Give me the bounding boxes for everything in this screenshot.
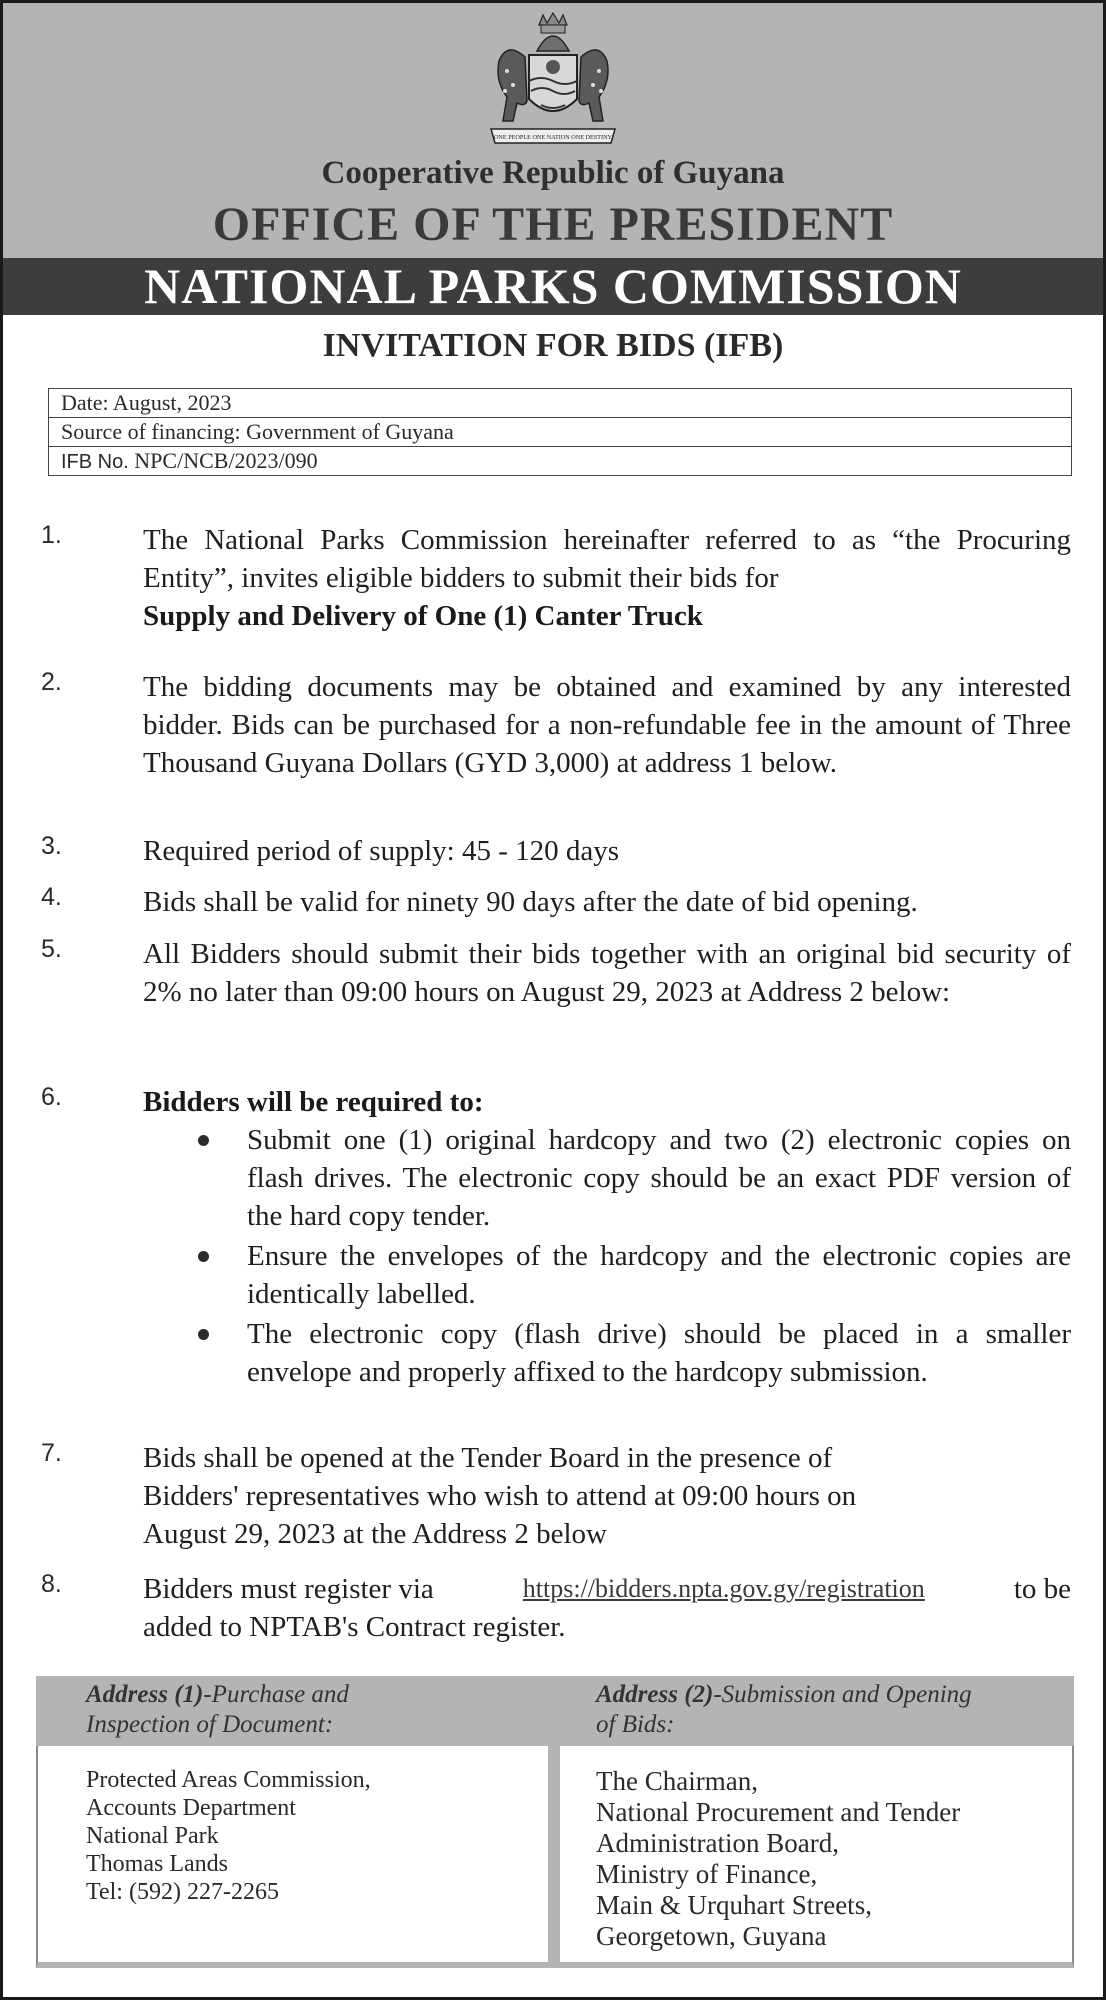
- date-row: Date: August, 2023: [49, 389, 1071, 418]
- ifb-label: IFB No.: [61, 451, 129, 473]
- clause-number: 7.: [41, 1439, 62, 1467]
- clause-number: 6.: [41, 1083, 62, 1111]
- clause-bold-text: Supply and Delivery of One (1) Canter Truck: [143, 600, 703, 632]
- clause-text: Bids shall be valid for ninety 90 days after the date of bid opening.: [143, 886, 918, 918]
- address-2: The Chairman, National Procurement and Tender Administration Board, Ministry of Finance, Main & Urquhart Streets, Georgetown, Guyana: [596, 1766, 961, 1951]
- address-box: [36, 1746, 1074, 1968]
- address-2-label: Address (2)-Submission and Opening of Bids:: [596, 1681, 972, 1738]
- clause-text: Required period of supply: 45 - 120 days: [143, 835, 620, 867]
- address-1: Protected Areas Commission, Accounts Department National Park Thomas Lands Tel: (592) 227-2265: [86, 1767, 371, 1905]
- financing-row: Source of financing: Government of Guyana: [49, 418, 1071, 447]
- bullet-icon: [198, 1135, 209, 1146]
- clause-text: The bidding documents may be obtained and examined by any interested bidder. Bids can be purchased for a non-refundable fee in the amount of Three Thousand Guyana Dollars (GYD 3,000) at address 1 below.: [143, 671, 1071, 779]
- clause-text: The National Parks Commission hereinafter referred to as “the Procuring Entity”, invites eligible bidders to submit their bids for: [143, 524, 1071, 594]
- ifb-notice: ONE PEOPLE ONE NATION ONE DESTINY Cooperative Republic of Guyana OFFICE OF THE PRESIDENT NATIONAL PARKS COMMISSION INVITATION FOR BIDS (IFB) Date: August, 2023 Source of financing: Government of Guyana IFB No. NPC/NCB/2023/090 1. The National Parks Commission hereinafter referred to as “the Procuring Entity”, invites eligible bidders to submit their bids for Supply and Delivery of One (1) Canter Truck 2. The bidding documents may be obtained and examined by any interested bidder. Bids can be purchased for a non-refundable fee in the amount of Three Thousand Guyana Dollars (GYD 3,000) at address 1 below. 3. Required period of supply: 45 - 120 days 4. Bids shall be valid for ninety 90 days after the date of bid opening. 5. All Bidders should submit their bids together with an original bid security of 2% no later than 09:00 hours on August 29, 2023 at Address 2 below: 6. Bidders will be required to: Submit one (1) original hardcopy and two (2) electronic copies on flash drives. The electronic copy should be an exact PDF version of the hard copy tender. Ensure the envelopes of the hardcopy and the electronic copies are identically labelled. The electronic copy (flash drive) should be placed in a smaller envelope and properly affixed to the hardcopy submission. 7. Bids shall be opened at the Tender Board in the presence of Bidders' representatives who wish to attend at 09:00 hours on August 29, 2023 at the Address 2 below 8. Bidders must register via https://bidders.npta.gov.gy/registration to be added to NPTAB's Contract register. Address (1)-Purchase and Inspection of Document: Address (2)-Submission and Opening of Bids: Protected Areas Commission, Accounts Department National Park Thomas Lands Tel: (592) 227-2265 The Chairman, National Procurement and Tender Administration Board, Ministry of Finance, Main & Urquhart Streets, Georgetown, Guyana: [0, 0, 1106, 2000]
- ifb-number: NPC/NCB/2023/090: [134, 448, 318, 473]
- coat-of-arms-icon: [477, 11, 629, 151]
- clause-number: 1.: [41, 521, 62, 549]
- clause-heading: Bidders will be required to:: [143, 1086, 484, 1118]
- address-1-label: Address (1)-Purchase and Inspection of Document:: [86, 1681, 349, 1738]
- info-table: [48, 388, 1072, 476]
- country-name: Cooperative Republic of Guyana: [321, 155, 785, 191]
- office-title: OFFICE OF THE PRESIDENT: [212, 198, 894, 251]
- page-title: INVITATION FOR BIDS (IFB): [322, 327, 784, 364]
- registration-link[interactable]: https://bidders.npta.gov.gy/registration: [522, 1574, 925, 1603]
- ifb-number-row: [49, 447, 1071, 475]
- address-header: [36, 1676, 1074, 1746]
- clause-number: 8.: [41, 1570, 62, 1598]
- agency-banner: NATIONAL PARKS COMMISSION: [3, 258, 1103, 315]
- clause-number: 5.: [41, 935, 62, 963]
- crest-motto: ONE PEOPLE ONE NATION ONE DESTINY: [493, 134, 613, 141]
- clause-number: 2.: [41, 668, 62, 696]
- clause-number: 4.: [41, 883, 62, 911]
- address-divider: [548, 1746, 560, 1962]
- clause-number: 3.: [41, 832, 62, 860]
- bullet-icon: [198, 1251, 209, 1262]
- bullet-icon: [198, 1329, 209, 1340]
- clause-text: All Bidders should submit their bids together with an original bid security of 2% no later than 09:00 hours on August 29, 2023 at Address 2 below:: [143, 938, 1071, 1008]
